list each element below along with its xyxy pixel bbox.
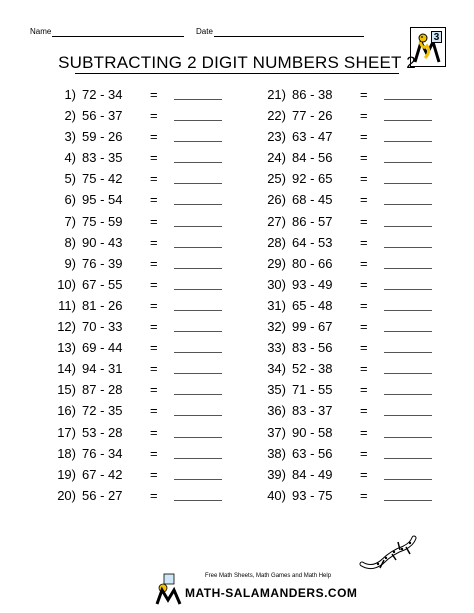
problem-expression: 84 - 56: [292, 150, 333, 166]
problem-number: 2): [64, 108, 76, 124]
answer-blank[interactable]: [384, 289, 432, 290]
problem-expression: 90 - 43: [82, 234, 123, 250]
problem-row: [48, 189, 238, 210]
problem-row: [258, 485, 448, 506]
equals-sign: =: [360, 466, 368, 482]
answer-blank[interactable]: [384, 247, 432, 248]
problem-row: [48, 168, 238, 189]
answer-blank[interactable]: [174, 204, 222, 205]
problem-number: 36): [267, 403, 286, 419]
problem-row: [48, 337, 238, 358]
equals-sign: =: [150, 213, 158, 229]
equals-sign: =: [360, 276, 368, 292]
problem-number: 34): [267, 361, 286, 377]
equals-sign: =: [150, 297, 158, 313]
equals-sign: =: [150, 276, 158, 292]
problem-expression: 86 - 38: [292, 87, 333, 102]
answer-blank[interactable]: [174, 310, 222, 311]
problem-number: 21): [267, 87, 286, 102]
answer-blank[interactable]: [384, 415, 432, 416]
problem-row: [48, 316, 238, 337]
problem-number: 10): [57, 276, 76, 292]
equals-sign: =: [360, 319, 368, 335]
problem-row: [48, 232, 238, 253]
equals-sign: =: [150, 171, 158, 187]
problem-number: 15): [57, 382, 76, 398]
problem-row: [48, 422, 238, 443]
problem-expression: 93 - 75: [292, 487, 333, 503]
answer-blank[interactable]: [174, 458, 222, 459]
problem-expression: 77 - 26: [292, 108, 333, 124]
answer-blank[interactable]: [384, 120, 432, 121]
answer-blank[interactable]: [174, 99, 222, 100]
equals-sign: =: [150, 445, 158, 461]
equals-sign: =: [360, 424, 368, 440]
problem-expression: 81 - 26: [82, 297, 123, 313]
problem-number: 30): [267, 276, 286, 292]
problem-row: [258, 84, 448, 105]
answer-blank[interactable]: [174, 247, 222, 248]
problem-expression: 76 - 34: [82, 445, 123, 461]
equals-sign: =: [150, 340, 158, 356]
problem-expression: 86 - 57: [292, 213, 333, 229]
problem-number: 9): [64, 255, 76, 271]
answer-blank[interactable]: [174, 289, 222, 290]
problem-row: [258, 443, 448, 464]
answer-blank[interactable]: [174, 226, 222, 227]
problem-row: [258, 464, 448, 485]
problem-number: 5): [64, 171, 76, 187]
problem-row: [258, 295, 448, 316]
problem-number: 12): [57, 319, 76, 335]
lizard-icon: [358, 530, 418, 572]
equals-sign: =: [150, 466, 158, 482]
problem-number: 40): [267, 487, 286, 503]
problem-expression: 99 - 67: [292, 319, 333, 335]
date-label: Date: [196, 27, 213, 36]
footer-brand[interactable]: MATH-SALAMANDERS.COM: [185, 586, 358, 600]
problem-expression: 83 - 37: [292, 403, 333, 419]
problem-expression: 83 - 35: [82, 150, 123, 166]
equals-sign: =: [150, 319, 158, 335]
equals-sign: =: [150, 403, 158, 419]
problem-row: [48, 485, 238, 506]
equals-sign: =: [150, 382, 158, 398]
problem-number: 27): [267, 213, 286, 229]
problem-expression: 75 - 59: [82, 213, 123, 229]
problem-number: 1): [64, 87, 76, 102]
problem-expression: 94 - 31: [82, 361, 123, 377]
problem-expression: 76 - 39: [82, 255, 123, 271]
answer-blank[interactable]: [384, 310, 432, 311]
problem-expression: 90 - 58: [292, 424, 333, 440]
problem-expression: 56 - 37: [82, 108, 123, 124]
problem-row: [258, 337, 448, 358]
problem-number: 20): [57, 487, 76, 503]
problem-row: [48, 400, 238, 421]
problem-expression: 71 - 55: [292, 382, 333, 398]
problem-row: [48, 379, 238, 400]
name-label: Name: [30, 27, 52, 36]
problem-expression: 84 - 49: [292, 466, 333, 482]
equals-sign: =: [360, 403, 368, 419]
problem-expression: 83 - 56: [292, 340, 333, 356]
problem-expression: 80 - 66: [292, 255, 333, 271]
answer-blank[interactable]: [174, 268, 222, 269]
problem-number: 33): [267, 340, 286, 356]
equals-sign: =: [360, 129, 368, 145]
problem-number: 28): [267, 234, 286, 250]
answer-blank[interactable]: [384, 162, 432, 163]
footer-tagline: Free Math Sheets, Math Games and Math Help: [205, 573, 332, 579]
equals-sign: =: [360, 445, 368, 461]
problem-number: 8): [64, 234, 76, 250]
problem-row: [48, 274, 238, 295]
problem-expression: 72 - 35: [82, 403, 123, 419]
answer-blank[interactable]: [174, 183, 222, 184]
problem-row: [258, 274, 448, 295]
problem-row: [258, 211, 448, 232]
problem-expression: 59 - 26: [82, 129, 123, 145]
equals-sign: =: [150, 87, 158, 102]
problem-number: 22): [267, 108, 286, 124]
answer-blank[interactable]: [174, 331, 222, 332]
problem-expression: 75 - 42: [82, 171, 123, 187]
problem-number: 19): [57, 466, 76, 482]
name-line[interactable]: [52, 36, 184, 37]
equals-sign: =: [150, 192, 158, 208]
problem-number: 11): [58, 297, 76, 313]
problem-number: 32): [267, 319, 286, 335]
equals-sign: =: [360, 255, 368, 271]
equals-sign: =: [150, 129, 158, 145]
answer-blank[interactable]: [384, 479, 432, 480]
problem-number: 6): [64, 192, 76, 208]
answer-blank[interactable]: [174, 352, 222, 353]
problem-row: [48, 443, 238, 464]
equals-sign: =: [360, 297, 368, 313]
problem-number: 37): [267, 424, 286, 440]
equals-sign: =: [360, 487, 368, 503]
problem-number: 31): [267, 297, 286, 313]
problem-row: [258, 105, 448, 126]
problem-row: [258, 147, 448, 168]
problem-number: 25): [267, 171, 286, 187]
problem-row: [48, 253, 238, 274]
problem-number: 7): [64, 213, 76, 229]
answer-blank[interactable]: [384, 268, 432, 269]
answer-blank[interactable]: [384, 500, 432, 501]
problem-expression: 67 - 55: [82, 276, 123, 292]
problem-number: 17): [57, 424, 76, 440]
problem-row: [258, 358, 448, 379]
answer-blank[interactable]: [384, 352, 432, 353]
salamander-logo-icon: [154, 572, 184, 606]
equals-sign: =: [150, 234, 158, 250]
problem-expression: 53 - 28: [82, 424, 123, 440]
answer-blank[interactable]: [384, 458, 432, 459]
equals-sign: =: [360, 382, 368, 398]
problem-expression: 72 - 34: [82, 87, 123, 102]
equals-sign: =: [150, 361, 158, 377]
answer-blank[interactable]: [384, 141, 432, 142]
title-underline: [75, 73, 399, 74]
problem-number: 38): [267, 445, 286, 461]
equals-sign: =: [150, 255, 158, 271]
equals-sign: =: [360, 234, 368, 250]
answer-blank[interactable]: [174, 162, 222, 163]
problem-row: [48, 295, 238, 316]
problem-number: 35): [267, 382, 286, 398]
problem-number: 23): [267, 129, 286, 145]
problem-row: [48, 358, 238, 379]
answer-blank[interactable]: [384, 99, 432, 100]
answer-blank[interactable]: [174, 500, 222, 501]
problem-expression: 65 - 48: [292, 297, 333, 313]
grade-badge: 3: [431, 31, 442, 43]
problem-number: 26): [267, 192, 286, 208]
problems-right-column: [258, 84, 448, 506]
problem-expression: 52 - 38: [292, 361, 333, 377]
problem-row: [258, 126, 448, 147]
problem-row: [48, 105, 238, 126]
equals-sign: =: [150, 487, 158, 503]
problem-expression: 63 - 47: [292, 129, 333, 145]
problem-number: 18): [57, 445, 76, 461]
problem-number: 14): [57, 361, 76, 377]
answer-blank[interactable]: [174, 141, 222, 142]
problem-expression: 70 - 33: [82, 319, 123, 335]
problem-number: 4): [64, 150, 76, 166]
equals-sign: =: [360, 87, 368, 102]
problem-row: [258, 379, 448, 400]
problem-row: [258, 400, 448, 421]
answer-blank[interactable]: [174, 120, 222, 121]
equals-sign: =: [360, 171, 368, 187]
date-line[interactable]: [214, 36, 364, 37]
problem-row: [258, 189, 448, 210]
equals-sign: =: [360, 340, 368, 356]
answer-blank[interactable]: [384, 373, 432, 374]
problem-row: [258, 168, 448, 189]
problem-expression: 63 - 56: [292, 445, 333, 461]
answer-blank[interactable]: [384, 394, 432, 395]
problem-row: [258, 422, 448, 443]
answer-blank[interactable]: [384, 226, 432, 227]
problem-number: 24): [267, 150, 286, 166]
problems-left-column: [48, 84, 238, 506]
answer-blank[interactable]: [384, 331, 432, 332]
answer-blank[interactable]: [174, 373, 222, 374]
problem-expression: 87 - 28: [82, 382, 123, 398]
equals-sign: =: [150, 108, 158, 124]
equals-sign: =: [360, 192, 368, 208]
answer-blank[interactable]: [174, 437, 222, 438]
problem-expression: 69 - 44: [82, 340, 123, 356]
equals-sign: =: [150, 424, 158, 440]
problem-row: [258, 253, 448, 274]
problem-expression: 67 - 42: [82, 466, 123, 482]
problem-number: 13): [57, 340, 76, 356]
equals-sign: =: [360, 361, 368, 377]
problem-number: 39): [267, 466, 286, 482]
problem-row: [258, 316, 448, 337]
problem-number: 16): [57, 403, 76, 419]
answer-blank[interactable]: [384, 437, 432, 438]
problem-number: 29): [267, 255, 286, 271]
problem-row: [48, 464, 238, 485]
problem-expression: 68 - 45: [292, 192, 333, 208]
answer-blank[interactable]: [174, 415, 222, 416]
answer-blank[interactable]: [384, 183, 432, 184]
answer-blank[interactable]: [174, 479, 222, 480]
problem-expression: 64 - 53: [292, 234, 333, 250]
equals-sign: =: [360, 108, 368, 124]
page-title: SUBTRACTING 2 DIGIT NUMBERS SHEET 2: [58, 53, 416, 72]
problem-row: [48, 211, 238, 232]
problem-expression: 92 - 65: [292, 171, 333, 187]
equals-sign: =: [150, 150, 158, 166]
problem-expression: 56 - 27: [82, 487, 123, 503]
answer-blank[interactable]: [174, 394, 222, 395]
problem-expression: 95 - 54: [82, 192, 123, 208]
problem-row: [48, 126, 238, 147]
problem-row: [48, 84, 238, 105]
answer-blank[interactable]: [384, 204, 432, 205]
equals-sign: =: [360, 150, 368, 166]
problem-row: [258, 232, 448, 253]
equals-sign: =: [360, 213, 368, 229]
problem-row: [48, 147, 238, 168]
problem-number: 3): [64, 129, 76, 145]
problem-expression: 93 - 49: [292, 276, 333, 292]
